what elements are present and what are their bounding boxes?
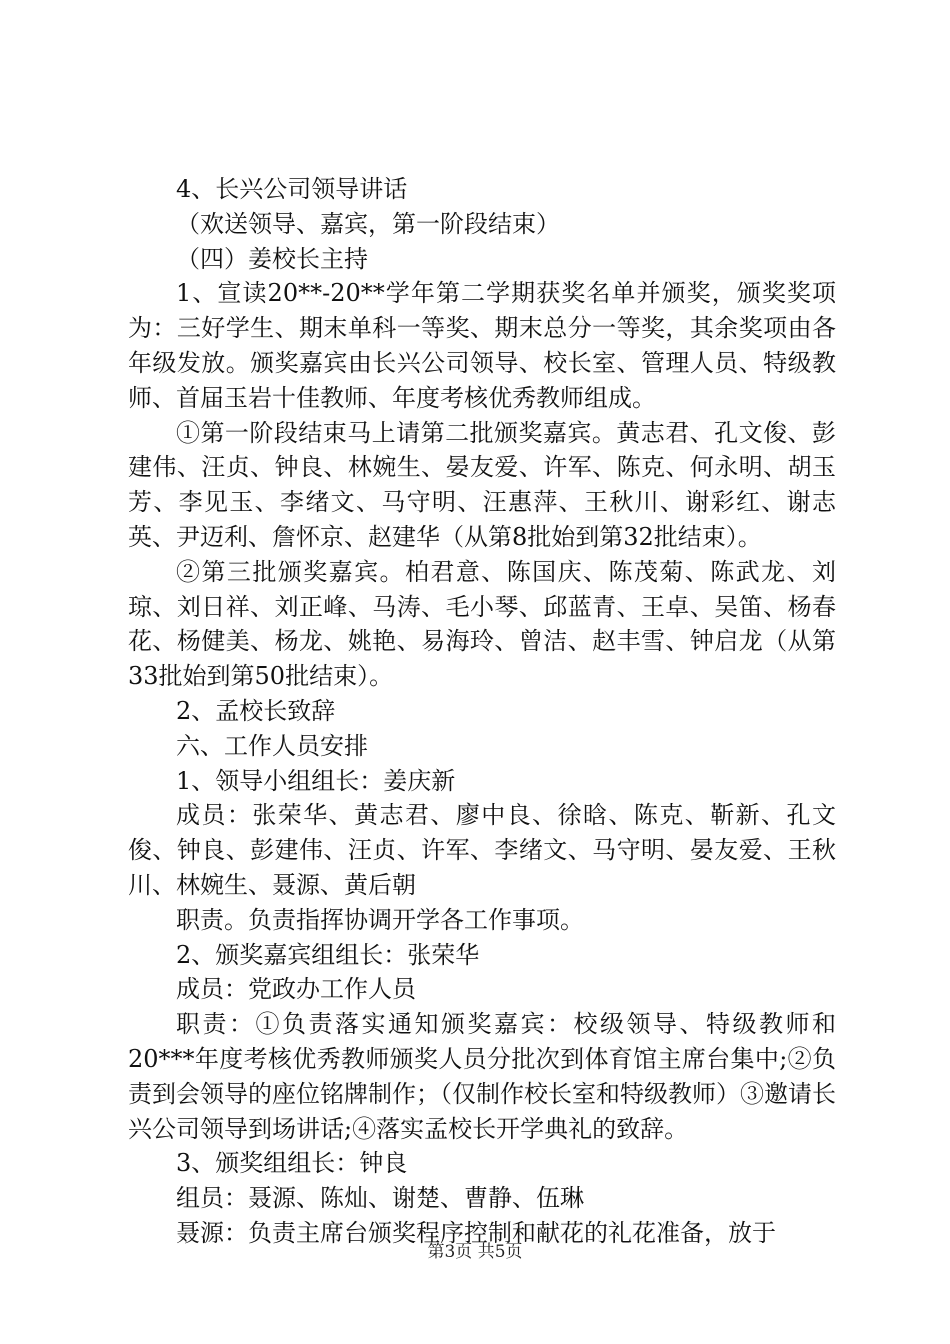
paragraph: 职责。负责指挥协调开学各工作事项。 [176, 905, 584, 934]
paragraph: （四）姜校长主持 [176, 244, 368, 273]
paragraph: 成员：张荣华、黄志君、廖中良、徐晗、陈克、靳新、孔文俊、钟良、彭建伟、汪贞、许军、李绪文、马守明、晏友爱、王秋川、林婉生、聂源、黄后朝 [128, 801, 836, 899]
paragraph: 1、领导小组组长：姜庆新 [176, 766, 456, 795]
section-heading: 六、工作人员安排 [176, 731, 368, 760]
paragraph: 4、长兴公司领导讲话 [176, 175, 408, 203]
paragraph: 1、宣读20**-20**学年第二学期获奖名单并颁奖，颁奖奖项为：三好学生、期末单科一等奖、期末总分一等奖，其余奖项由各年级发放。颁奖嘉宾由长兴公司领导、校长室、管理人员、特级教师、首届玉岩十佳教师、年度考核优秀教师组成。 [128, 279, 836, 412]
paragraph: ②第三批颁奖嘉宾。柏君意、陈国庆、陈茂菊、陈武龙、刘琼、刘日祥、刘正峰、马涛、毛小琴、邱蓝青、王卓、吴笛、杨春花、杨健美、杨龙、姚艳、易海玲、曾洁、赵丰雪、钟启龙（从第33批始到第50批结束）。 [128, 557, 836, 691]
page-number: 第3页 共5页 [427, 1242, 523, 1262]
paragraph: （欢送领导、嘉宾，第一阶段结束） [176, 209, 560, 238]
document-body [128, 172, 836, 1251]
paragraph: ①第一阶段结束马上请第二批颁奖嘉宾。黄志君、孔文俊、彭建伟、汪贞、钟良、林婉生、晏友爱、许军、陈克、何永明、胡玉芳、李见玉、李绪文、马守明、汪惠萍、王秋川、谢彩红、谢志英、尹迈利、詹怀京、赵建华（从第8批始到第32批结束）。 [128, 418, 836, 551]
paragraph: 成员：党政办工作人员 [176, 975, 416, 1004]
paragraph: 聂源：负责主席台颁奖程序控制和献花的礼花准备，放于 [176, 1218, 776, 1247]
page-footer [0, 1240, 950, 1264]
paragraph: 组员：聂源、陈灿、谢楚、曹静、伍琳 [176, 1184, 584, 1213]
paragraph: 职责：①负责落实通知颁奖嘉宾：校级领导、特级教师和20***年度考核优秀教师颁奖人员分批次到体育馆主席台集中;②负责到会领导的座位铭牌制作；（仅制作校长室和特级教师）③邀请长兴公司领导到场讲话;④落实孟校长开学典礼的致辞。 [128, 1010, 836, 1143]
paragraph: 2、颁奖嘉宾组组长：张荣华 [176, 940, 480, 969]
paragraph: 3、颁奖组组长：钟良 [176, 1149, 408, 1178]
paragraph: 2、孟校长致辞 [176, 696, 336, 725]
